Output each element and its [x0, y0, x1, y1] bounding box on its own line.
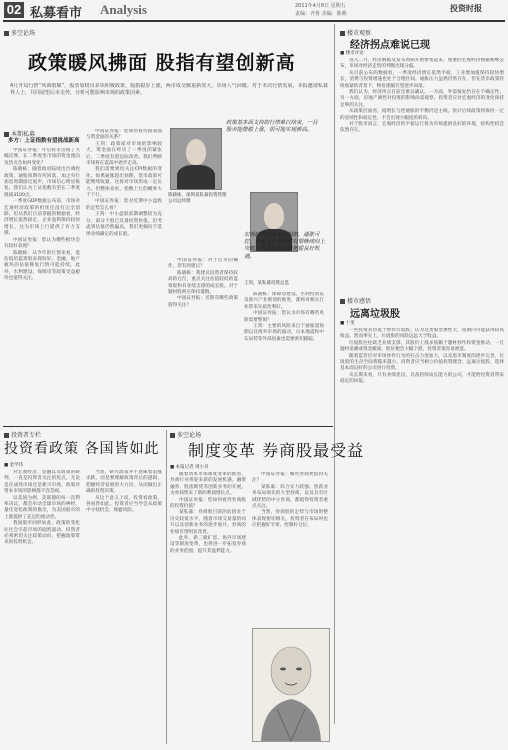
right-byline-2: ■ 十里 — [340, 321, 355, 326]
section-title: 私募看市 — [30, 6, 83, 21]
paragraph: 当然，券商股的走势与市场的整体表现密切相关，投资者在布局时也应把握好节奏，控制好仓位。 — [252, 510, 328, 529]
right-headline: 经济拐点难说已现 — [350, 40, 430, 51]
top-story-column-4 — [244, 292, 324, 422]
paragraph: 当然，研究政策并不意味着追涨杀跌，而是要理解政策背后的逻辑，把握经济发展的大方向，从而做出正确的投资决策。 — [86, 470, 162, 495]
top-story-headline: 政策暖风拂面 股指有望创新高 — [28, 52, 296, 74]
paragraph: 中国证券报：您认为市场有哪些风险需要警惕？ — [244, 311, 324, 323]
paragraph: 从这个意义上说，投资看政策，各国皆如此。投资者应当学会从政策中寻找机会，规避风险。 — [86, 495, 162, 514]
paragraph: 我国股市同样如此。政策的变化往往会引起市场的剧烈波动，投资者必须密切关注政策动向，把握政策带来的投资机会。 — [4, 521, 80, 546]
right-tag-2-label: 楼市感悟 — [347, 298, 372, 305]
paragraph: 中国证券报：您认为哪些板块会有较好表现？ — [4, 237, 80, 250]
paragraph: 中国证券报：您如何看待政策面与资金面的关系？ — [86, 129, 162, 141]
bottom-left-headline: 投资看政策 各国皆如此 — [4, 441, 160, 457]
paragraph: 从长期来看，只有业绩优良、具备持续成长能力的公司，才能给投资者带来稳定的回报。 — [340, 372, 504, 385]
paragraph: 对宏观经济、金融以及政策的研判，一直是投资者关注的焦点。无论是在成熟市场还是新兴市场，政策对资本市场的影响都不容忽视。 — [4, 470, 80, 495]
tag-square-icon — [170, 433, 175, 438]
newspaper-name: 投资时报 — [450, 4, 482, 13]
paragraph: 中国证券报：您如何看待券商股的投资价值？ — [170, 497, 246, 510]
paragraph: 中国证券报：对于后市的操作，您有何建议？ — [168, 258, 238, 270]
paragraph: 某私募：券商股目前的估值处于历史较低水平，随着市场交易量的回升以及创新业务的逐步展开，券商的业绩有望明显改善。 — [170, 510, 246, 535]
dialog-tag — [4, 129, 35, 138]
right-article — [340, 58, 504, 290]
paragraph: 某私募：综合实力较强、创新业务布局领先的大型券商，以及具有区域优势的中小券商，都值得投资者重点关注。 — [252, 484, 328, 510]
right-tag-label: 楼市观察 — [347, 30, 372, 37]
paragraph: 中国证券报：您对近期中小盘股的走势怎么看？ — [86, 199, 162, 211]
editor-credit: 责编：齐鲁 美编：陈燕 — [295, 11, 347, 17]
paragraph: 王剑：主要的风险来自于通胀超预期以及海外市场的波动，日本地震和中东局势等外部因素也需要密切跟踪。 — [244, 324, 324, 342]
bottom-middle-col-1 — [170, 472, 246, 744]
paragraph: 中国证券报：年后股市出现了大幅反弹，在二季度里市场的资金流向及热点会如何变化？ — [4, 148, 80, 166]
paragraph: 陈晓栋：保障房建设、水利投资以及新兴产业规划的推进，都将对相关行业带来实质性利好。 — [244, 292, 324, 310]
paragraph: 王剑：政策面对市场的影响较大，资金面在经历了一季度的紧张后，二季度有望边际改善。我们判断市场将在震荡中逐步走高。 — [86, 141, 162, 167]
bottom-left-col-1 — [4, 470, 80, 744]
dialog-tag-label: 本期私募 — [11, 131, 36, 138]
paragraph: 对于股市而言，宏观经济的平稳运行将为市场提供良好的环境，结构性机会依然存在。 — [340, 122, 504, 134]
top-story-column-2 — [86, 129, 162, 422]
photo-caption-1: 陈晓栋，深圳某私募投资管理公司总经理 — [168, 193, 227, 204]
paragraph: 陈晓栋：从今年的行情来看，低估值的蓝筹股表现较好，金融、地产板块的估值修复行情可能持续。此外，水利建设、保障房等政策受益板块也值得关注。 — [4, 250, 80, 282]
top-story-lead: 4月开局行情“风调雨顺”，股票加权出多项积极政策，股指稳步上涨，两市成交额重新放大，市场人气回暖。对于本次行情发展，本报邀请私募界人士，共同展望后市走势，分析可能影响市场的政策因素。 — [10, 83, 328, 96]
paragraph: 陈晓栋：随着政府陆续出台调控政策，通胀预期有所回落，加之央行加息周期接近尾声，市场信心明显恢复。我们认为上证指数有望在二季度挑战3100点。 — [4, 167, 80, 198]
top-story-column-3 — [168, 258, 238, 422]
bottom-right-spacer — [252, 470, 328, 471]
tag-square-icon — [340, 31, 345, 36]
right-article-2 — [340, 328, 504, 742]
paragraph: 王剑：中小盘股前期调整较为充分，部分个股已具备投资价值。但考虑到估值仍然偏高，我们更倾向于选择业绩确定的成长股。 — [86, 212, 162, 237]
column-divider — [166, 430, 167, 744]
paragraph: 中国证券报：哪些券商更值得关注？ — [252, 472, 328, 484]
header-rule — [3, 20, 505, 22]
paragraph: 陈晓栋：我建议投资者保持较高的仓位，重点关注估值较低的蓝筹股和有业绩支撑的成长股。对于题材股则应保持谨慎。 — [168, 270, 238, 296]
paragraph: 从政策层面看，稳增长与控通胀的平衡仍是主线。预计后续政策将保持一定的连续性和稳定性，不会出现大幅度的转向。 — [340, 109, 504, 121]
paragraph: 一季度GDP数据公布前，市场对宏观经济政策的担忧还没有完全消除。但从我们目前掌握的数据看，经济增长依然稳定，企业盈利保持较快增长，这为市场上行提供了有力支撑。 — [4, 199, 80, 237]
paragraph: 一些投资者热衷于炒作垃圾股，认为这类股票弹性大，短期内可能获得较高收益。然而事实上，垃圾股的风险远远大于收益。 — [340, 328, 504, 340]
section-title-en: Analysis — [100, 2, 147, 17]
bottom-middle-byline: ■ 本报记者 周小舟 — [170, 465, 209, 470]
issue-date: 2011年4月8日 星期五 — [295, 3, 346, 9]
paragraph: 随着资本市场制度变革的推进，券商行业将迎来新的发展机遇。融资融券、股指期货等创新业务的开展，为券商带来了新的利润增长点。 — [170, 472, 246, 497]
bottom-middle-col-2 — [252, 472, 328, 622]
column-divider — [334, 24, 335, 724]
paragraph: 以美国为例，美联储的每一次利率决议，都会牵动全球市场的神经。量化宽松政策的推出，为美国股市的上涨提供了充足的流动性。 — [4, 495, 80, 520]
pull-quote-2: 宏观经济政策走向明朗，通胀可控，未来上证指数将有望继续向上突破，风险投资者应把握良好机遇。 — [244, 232, 325, 260]
paragraph: 此外，新三板扩容、场外市场建设等制度变革，也将进一步拓宽券商的业务范围，提升其盈利能力。 — [170, 536, 246, 554]
portrait-photo-1 — [170, 128, 222, 190]
monk-photo — [252, 628, 330, 742]
top-story-subhead: 多方：上证指数有望挑战新高 — [8, 138, 80, 144]
paragraph: 从目前公布的数据看，一季度经济增长依然平稳，工业增加值保持较快增长，消费与投资增速也处于合理区间。通胀压力虽然仍然存在，但在货币政策持续收紧的背景下，物价涨幅有望逐步回落。 — [340, 70, 504, 89]
page-number: 02 — [4, 2, 24, 18]
bottom-left-byline: ■ 金学伟 — [4, 463, 24, 468]
paragraph: 随着监管层对市场炒作行为的打击力度加大，以及退市制度的逐步完善，垃圾股的生存空间将越来越小。投资者应当树立价值投资理念，远离垃圾股，选择基本面良好的公司进行投资。 — [340, 353, 504, 372]
top-story-tag-label: 多空论场 — [11, 30, 36, 37]
right-byline: ■ 楼市评论 — [340, 51, 364, 56]
right-tag-2 — [340, 296, 371, 305]
tag-square-icon — [4, 31, 9, 36]
bottom-middle-headline: 制度变革 券商股最受益 — [188, 441, 365, 460]
bottom-left-col-2 — [86, 470, 162, 744]
bottom-middle-tag-label: 多空论场 — [177, 432, 202, 439]
top-story-column-1 — [4, 148, 80, 422]
bottom-left-tag-label: 投资者专栏 — [11, 432, 42, 439]
tag-square-icon — [4, 132, 9, 137]
paragraph: 垃圾股往往缺乏业绩支撑，其股价上涨多依赖于题材炒作和资金推动，一旦题材退潮或资金撤离，股价便会大幅下跌，投资者很容易被套。 — [340, 340, 504, 353]
paragraph: 进入二月，经济数据及发布周期开始密集起来，重要的宏观经济数据相继公布，市场对经济走势的判断出现分歧。 — [340, 58, 504, 70]
paragraph: 中国证券报：近期有哪些政策值得关注？ — [168, 296, 238, 308]
top-story-tag — [4, 28, 35, 37]
right-headline-2: 远离垃圾股 — [350, 309, 400, 320]
tag-square-icon — [340, 299, 345, 304]
photo-caption-2: 王剑，某私募投资总监 — [244, 281, 289, 286]
paragraph: 我们需要密切关注CPI数据的变化。如果通胀超出预期，货币政策可能继续收紧，这将对市场形成一定压力。但整体来看，指数上行的概率大于下行。 — [86, 167, 162, 199]
pull-quote-1: 政策基本面支持的行情难以结束，一旦股市能摆脱上涨，很可能实现新高。 — [226, 120, 318, 134]
paragraph: 我们认为，经济拐点目前还难以确认。一方面，外需恢复仍存在不确定性；另一方面，房地产调控对投资的影响尚需观察。投资者应对宏观经济的变化保持足够的关注。 — [340, 90, 504, 108]
section-rule — [3, 426, 333, 427]
